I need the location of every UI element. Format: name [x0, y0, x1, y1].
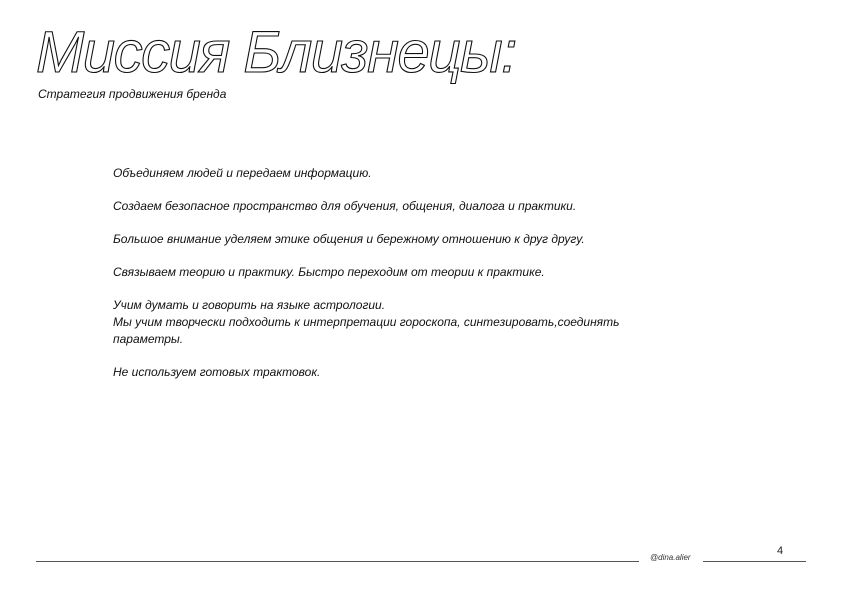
paragraph-line: Не используем готовых трактовок.	[113, 365, 321, 379]
paragraph	[113, 297, 713, 348]
paragraph-line: Учим думать и говорить на языке астрологии.	[113, 298, 386, 312]
paragraph	[113, 264, 713, 281]
paragraph	[113, 231, 713, 248]
footer-divider-left	[36, 561, 639, 562]
paragraph	[113, 198, 713, 215]
page-subtitle: Стратегия продвижения бренда	[38, 87, 227, 101]
footer-divider-right	[703, 561, 806, 562]
paragraph-line: параметры.	[113, 332, 184, 346]
page-number: 4	[777, 545, 784, 557]
paragraph-line: Большое внимание уделяем этике общения и бережному отношению к друг другу.	[113, 232, 585, 246]
paragraph-line: Объединяем людей и передаем информацию.	[113, 166, 372, 180]
paragraph-line: Мы учим творчески подходить к интерпретации гороскопа, синтезировать,соединять	[113, 315, 620, 329]
paragraph-line: Связываем теорию и практику. Быстро переходим от теории к практике.	[113, 265, 545, 279]
paragraph	[113, 165, 713, 182]
paragraph-line: Создаем безопасное пространство для обучения, общения, диалога и практики.	[113, 199, 577, 213]
mission-text	[113, 165, 713, 397]
paragraph	[113, 364, 713, 381]
author-handle: @dina.alier	[650, 553, 691, 562]
page-title: Миссия Близнецы:	[36, 20, 516, 85]
